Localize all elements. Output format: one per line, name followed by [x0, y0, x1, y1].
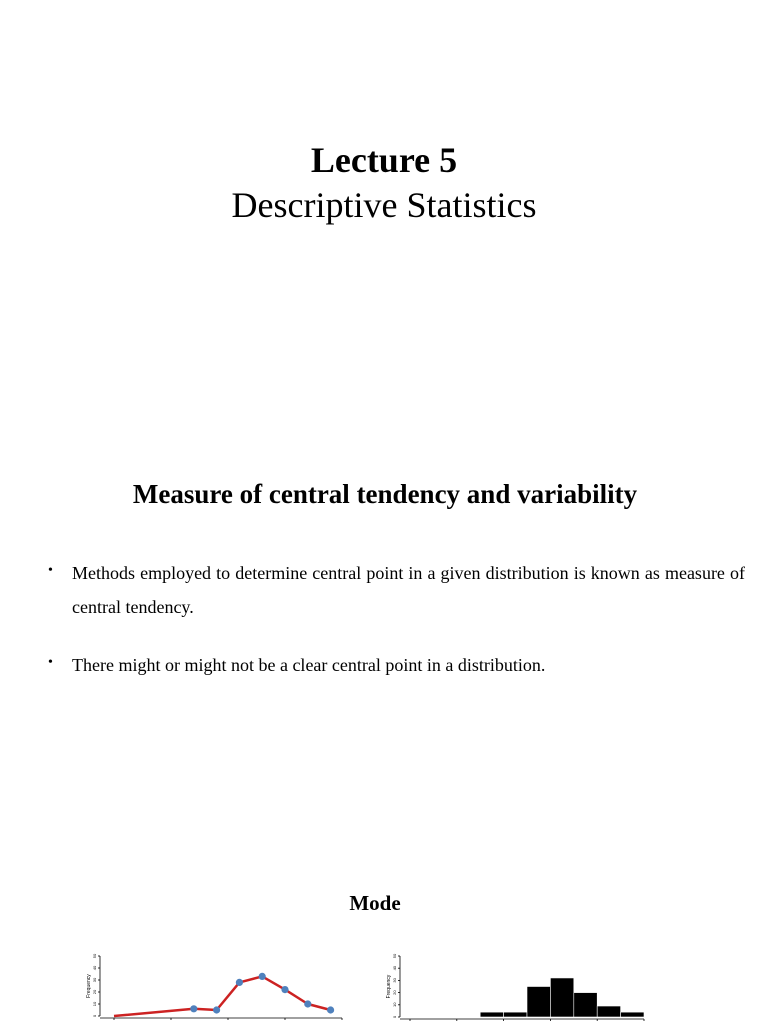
data-point — [259, 973, 266, 980]
bullet-list — [48, 556, 745, 706]
bullet-text: Methods employed to determine central point in a given distribution is known as measure of central tendency. — [72, 563, 745, 617]
data-point — [236, 979, 243, 986]
bullet-dot: • — [48, 655, 53, 670]
histogram-bar — [550, 978, 573, 1017]
y-tick-label: 40 — [92, 965, 97, 971]
y-axis-label: Frequency — [86, 974, 92, 998]
data-point — [304, 1000, 311, 1007]
histogram-bar — [504, 1012, 527, 1017]
y-tick-label: 0 — [392, 1015, 397, 1019]
data-point — [281, 986, 288, 993]
y-tick-label: 50 — [92, 953, 97, 959]
y-tick-label: 10 — [392, 1002, 397, 1008]
data-point — [327, 1006, 334, 1013]
section-heading: Measure of central tendency and variability — [132, 479, 638, 509]
y-tick-label: 30 — [392, 978, 397, 983]
bullet-item — [48, 648, 745, 682]
y-tick-label: 30 — [92, 977, 97, 983]
y-tick-label: 20 — [92, 989, 97, 995]
y-tick-label: 20 — [392, 990, 397, 995]
slide-subtitle: Descriptive Statistics — [231, 185, 537, 225]
y-tick-label: 10 — [92, 1001, 97, 1007]
frequency-line-chart — [84, 950, 354, 1024]
y-tick-label: 0 — [92, 1014, 97, 1018]
histogram-bar — [574, 993, 597, 1017]
histogram-bar — [480, 1012, 503, 1017]
mode-heading: Mode — [349, 891, 401, 915]
data-point — [190, 1005, 197, 1012]
slide-title: Lecture 5 — [310, 140, 458, 180]
bullet-dot: • — [48, 563, 53, 578]
histogram-bar — [597, 1006, 620, 1017]
y-tick-label: 50 — [392, 953, 397, 959]
bullet-text: There might or might not be a clear central point in a distribution. — [72, 655, 546, 675]
y-axis-label: Frequency — [386, 974, 392, 999]
histogram-bar — [527, 987, 550, 1018]
bullet-item — [48, 556, 745, 624]
y-tick-label: 40 — [392, 965, 397, 971]
histogram-bar — [621, 1012, 644, 1017]
frequency-histogram — [378, 950, 648, 1024]
data-point — [213, 1006, 220, 1013]
series-line — [114, 976, 331, 1016]
